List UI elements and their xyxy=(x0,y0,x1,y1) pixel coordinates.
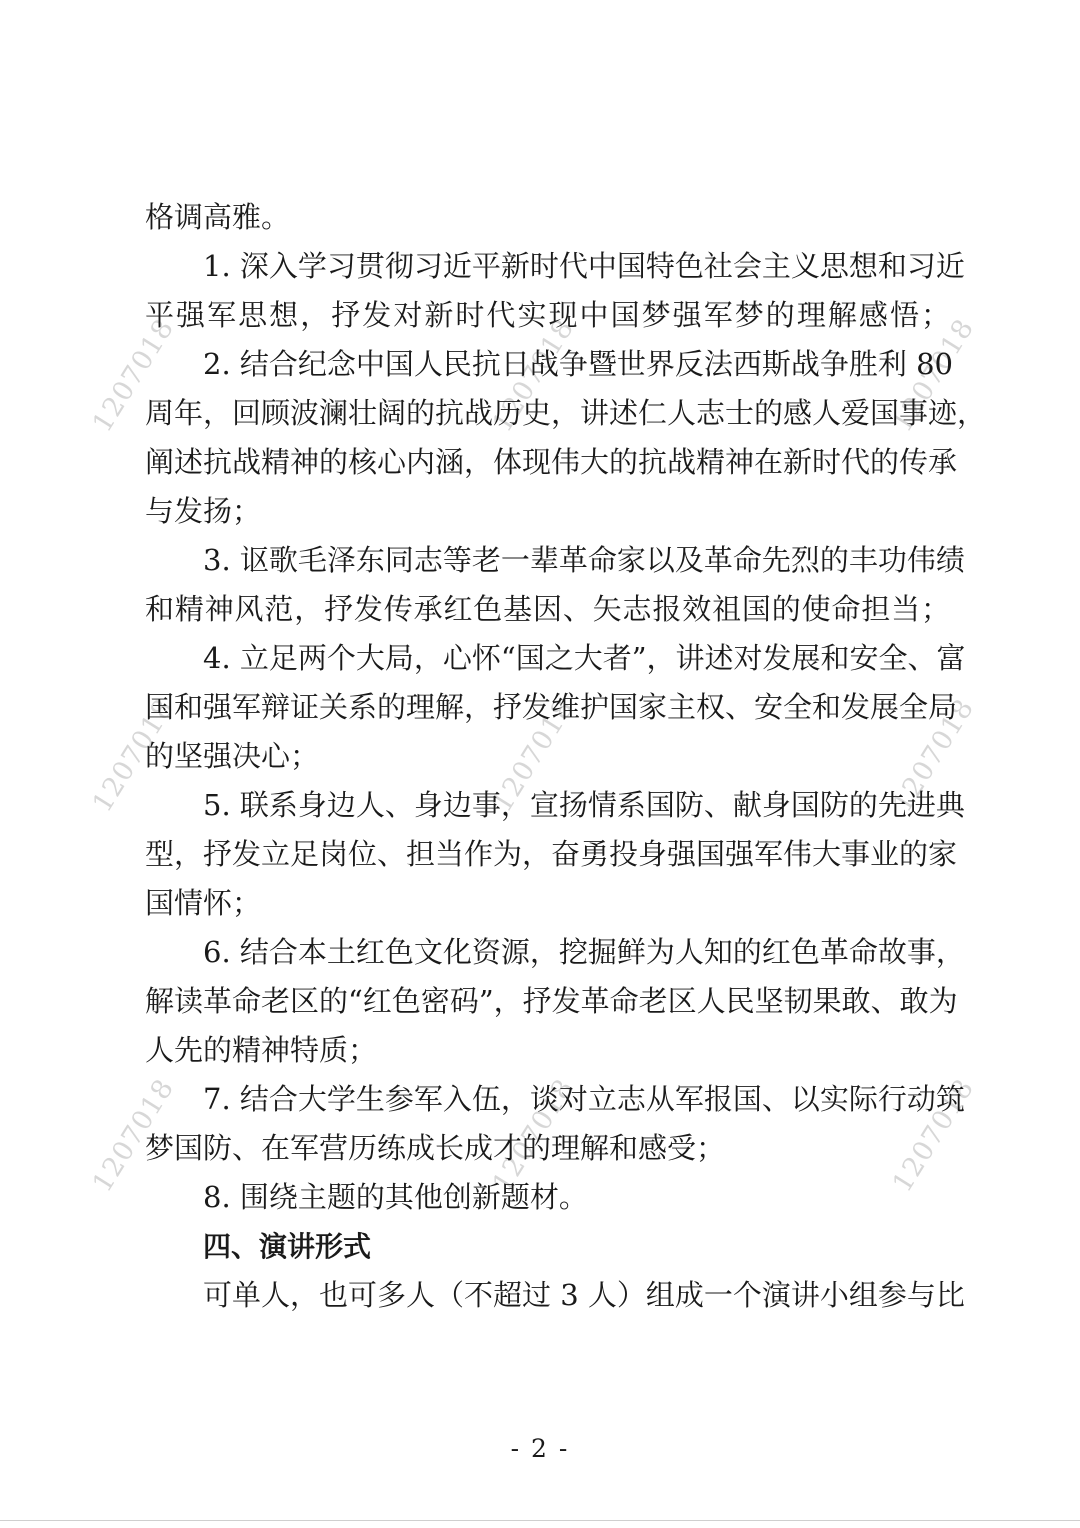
text-line: 和精神风范，抒发传承红色基因、矢志报效祖国的使命担当； xyxy=(145,592,950,626)
text-line: 3. 讴歌毛泽东同志等老一辈革命家以及革命先烈的丰功伟绩 xyxy=(203,543,965,577)
watermark: 1207018 xyxy=(886,1073,981,1198)
text-line: 型，抒发立足岗位、担当作为，奋勇投身强国强军伟大事业的家 xyxy=(145,837,958,871)
text-line: 格调高雅。 xyxy=(145,200,291,234)
text-line: 8. 围绕主题的其他创新题材。 xyxy=(203,1180,588,1214)
watermark: 1207018 xyxy=(486,1073,581,1198)
text-line: 可单人，也可多人（不超过 3 人）组成一个演讲小组参与比 xyxy=(203,1278,965,1312)
text-line: 2. 结合纪念中国人民抗日战争暨世界反法西斯战争胜利 80 xyxy=(203,347,954,381)
text-line: 平强军思想，抒发对新时代实现中国梦强军梦的理解感悟； xyxy=(145,298,950,332)
text-line: 梦国防、在军营历练成长成才的理解和感受； xyxy=(145,1131,726,1165)
text-line: 国和强军辩证关系的理解，抒发维护国家主权、安全和发展全局 xyxy=(145,690,958,724)
text-line: 6. 结合本土红色文化资源，挖掘鲜为人知的红色革命故事， xyxy=(203,935,965,969)
section-heading: 四、演讲形式 xyxy=(203,1230,372,1263)
text-line: 人先的精神特质； xyxy=(145,1033,378,1067)
watermark: 1207018 xyxy=(486,693,581,818)
text-line: 阐述抗战精神的核心内涵，体现伟大的抗战精神在新时代的传承 xyxy=(145,445,958,479)
watermark: 1207018 xyxy=(86,693,181,818)
text-line: 7. 结合大学生参军入伍，谈对立志从军报国、以实际行动筑 xyxy=(203,1082,965,1116)
watermark: 1207018 xyxy=(886,313,981,438)
text-line: 周年，回顾波澜壮阔的抗战历史，讲述仁人志士的感人爱国事迹， xyxy=(145,396,987,430)
body-text xyxy=(145,193,987,1320)
text-line: 1. 深入学习贯彻习近平新时代中国特色社会主义思想和习近 xyxy=(203,249,965,283)
page-number: - 2 - xyxy=(510,1434,570,1463)
watermark: 1207018 xyxy=(86,1073,181,1198)
watermark: 1207018 xyxy=(886,693,981,818)
text-line: 4. 立足两个大局，心怀“国之大者”，讲述对发展和安全、富 xyxy=(203,641,966,675)
text-line: 的坚强决心； xyxy=(145,739,320,773)
page-bottom-edge xyxy=(0,1520,1080,1521)
text-line: 解读革命老区的“红色密码”，抒发革命老区人民坚韧果敢、敢为 xyxy=(145,984,958,1018)
watermark: 1207018 xyxy=(486,313,581,438)
text-line: 5. 联系身边人、身边事，宣扬情系国防、献身国防的先进典 xyxy=(203,788,965,822)
text-line: 与发扬； xyxy=(145,494,262,528)
text-line: 国情怀； xyxy=(145,886,262,920)
watermark: 1207018 xyxy=(86,313,181,438)
